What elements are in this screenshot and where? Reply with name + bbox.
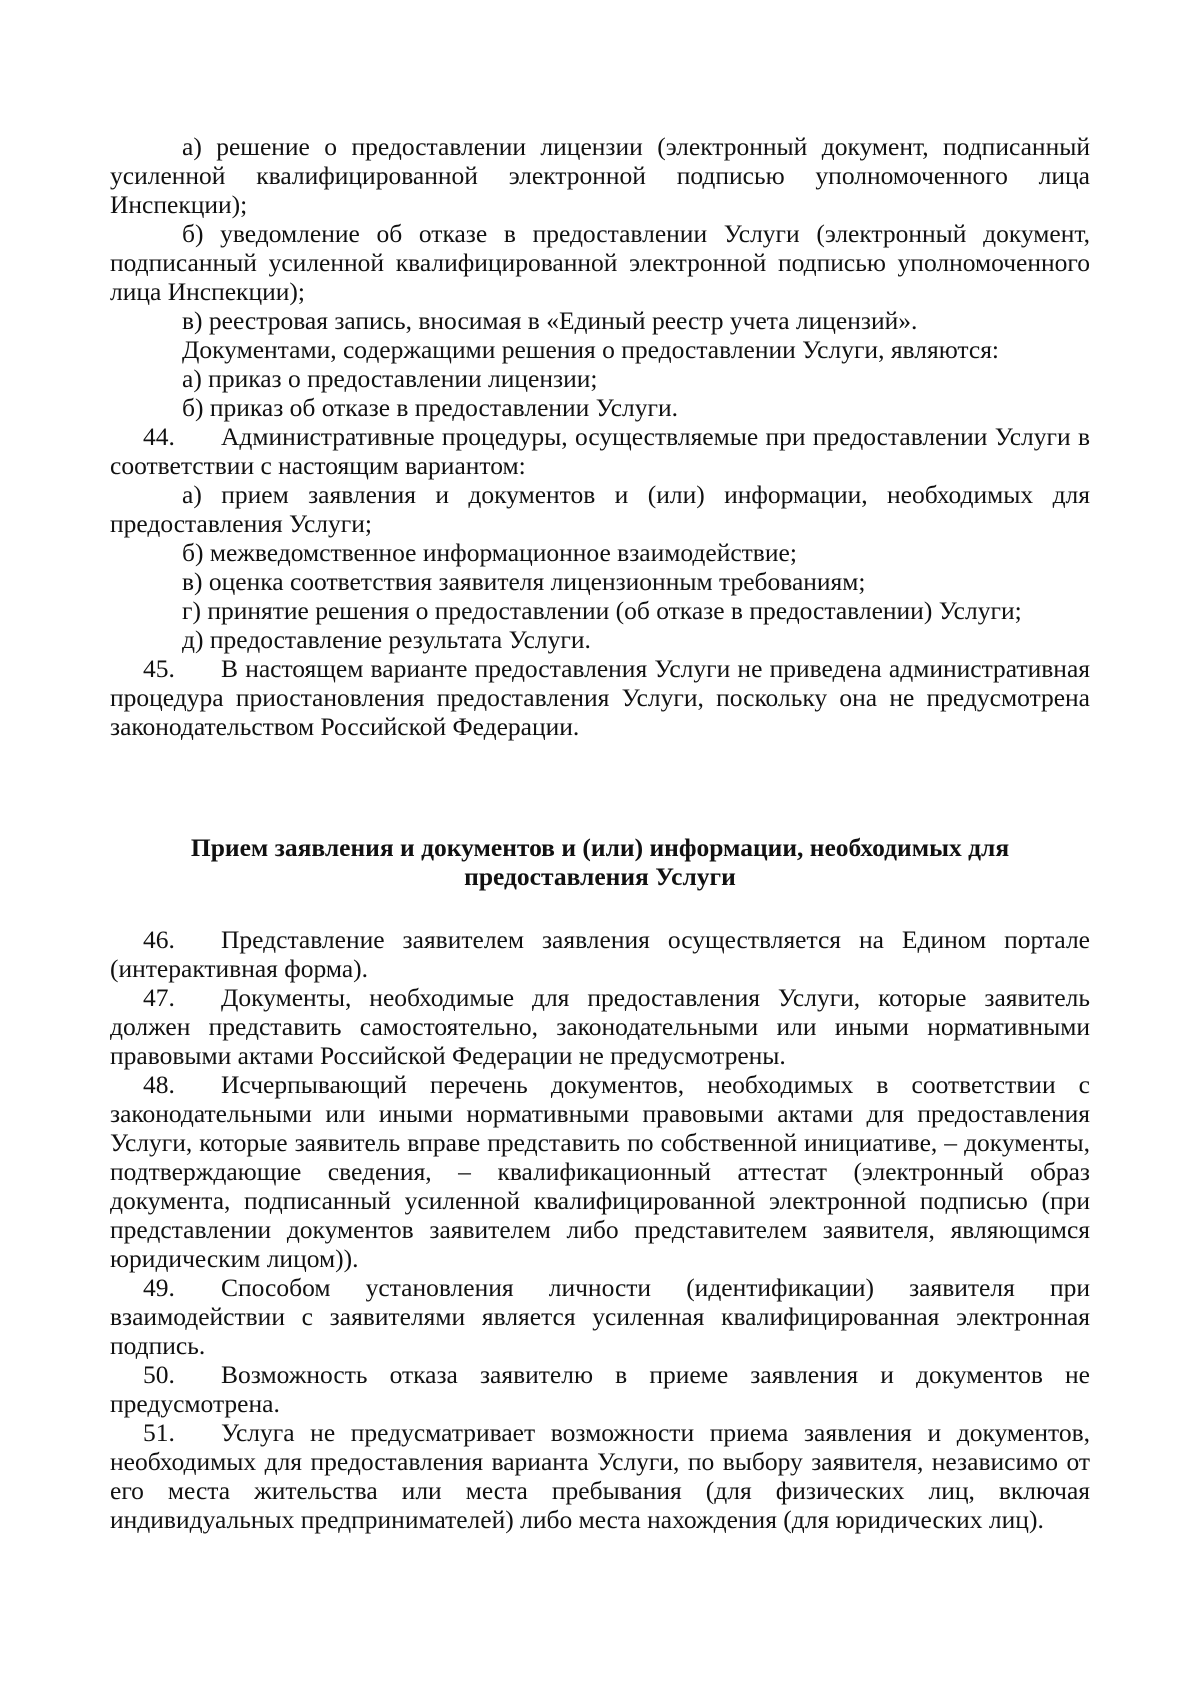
paragraph-procedure-e: д) предоставление результата Услуги. xyxy=(182,625,591,654)
paragraph-decision-docs: Документами, содержащими решения о предоставлении Услуги, являются: xyxy=(182,335,1000,364)
paragraph-number: 49. xyxy=(143,1273,175,1302)
paragraph-text: Административные процедуры, осуществляемые при предоставлении Услуги в соответствии с настоящим вариантом: xyxy=(110,422,1090,480)
paragraph-text: Представление заявителем заявления осуществляется на Едином портале (интерактивная форма). xyxy=(110,925,1090,983)
section-heading xyxy=(110,833,1090,891)
paragraph-51 xyxy=(110,1418,1090,1534)
paragraph-result-c: в) реестровая запись, вносимая в «Единый реестр учета лицензий». xyxy=(182,306,918,335)
paragraph-order-a: а) приказ о предоставлении лицензии; xyxy=(182,364,598,393)
paragraph-number: 45. xyxy=(143,654,175,683)
paragraph-47 xyxy=(110,983,1090,1070)
paragraph-50 xyxy=(110,1360,1090,1418)
paragraph-text: Документы, необходимые для предоставления Услуги, которые заявитель должен представить самостоятельно, законодательными или иными нормативными правовыми актами Российской Федерации не предусмотрены. xyxy=(110,983,1090,1070)
paragraph-text: Исчерпывающий перечень документов, необходимых в соответствии с законодательными или иными нормативными правовыми актами для предоставления Услуги, которые заявитель вправе представить по собственной инициативе, – документы, подтверждающие сведения, – квалификационный аттестат (электронный образ документа, подписанный усиленной квалифицированной электронной подписью (при представлении документов заявителем либо представителем заявителя, являющимся юридическим лицом)). xyxy=(110,1070,1090,1273)
paragraph-procedure-d: г) принятие решения о предоставлении (об отказе в предоставлении) Услуги; xyxy=(182,596,1022,625)
paragraph-44 xyxy=(110,422,1090,480)
paragraph-number: 47. xyxy=(143,983,175,1012)
paragraph-order-b: б) приказ об отказе в предоставлении Услуги. xyxy=(182,393,678,422)
spacer xyxy=(110,891,1090,925)
paragraph-46 xyxy=(110,925,1090,983)
paragraph-number: 48. xyxy=(143,1070,175,1099)
paragraph-text: Способом установления личности (идентификации) заявителя при взаимодействии с заявителями является усиленная квалифицированная электронная подпись. xyxy=(110,1273,1090,1360)
paragraph-result-b: б) уведомление об отказе в предоставлении Услуги (электронный документ, подписанный усиленной квалифицированной электронной подписью уполномоченного лица Инспекции); xyxy=(110,219,1090,306)
paragraph-number: 44. xyxy=(143,422,175,451)
spacer xyxy=(110,741,1090,833)
paragraph-48 xyxy=(110,1070,1090,1273)
paragraph-text: Услуга не предусматривает возможности приема заявления и документов, необходимых для предоставления варианта Услуги, по выбору заявителя, независимо от его места жительства или места пребывания (для физических лиц, включая индивидуальных предпринимателей) либо места нахождения (для юридических лиц). xyxy=(110,1418,1090,1534)
paragraph-number: 50. xyxy=(143,1360,175,1389)
paragraph-text: Возможность отказа заявителю в приеме заявления и документов не предусмотрена. xyxy=(110,1360,1090,1418)
paragraph-45 xyxy=(110,654,1090,741)
paragraph-procedure-b: б) межведомственное информационное взаимодействие; xyxy=(182,538,797,567)
paragraph-procedure-a: а) прием заявления и документов и (или) информации, необходимых для предоставления Услуги; xyxy=(110,480,1090,538)
paragraph-result-a: а) решение о предоставлении лицензии (электронный документ, подписанный усиленной квалифицированной электронной подписью уполномоченного лица Инспекции); xyxy=(110,132,1090,219)
paragraph-49 xyxy=(110,1273,1090,1360)
paragraph-procedure-c: в) оценка соответствия заявителя лицензионным требованиям; xyxy=(182,567,866,596)
paragraph-text: В настоящем варианте предоставления Услуги не приведена административная процедура приостановления предоставления Услуги, поскольку она не предусмотрена законодательством Российской Федерации. xyxy=(110,654,1090,741)
section-heading-line-2: предоставления Услуги xyxy=(464,862,736,891)
section-heading-line-1: Прием заявления и документов и (или) информации, необходимых для xyxy=(190,833,1010,862)
paragraph-number: 46. xyxy=(143,925,175,954)
paragraph-number: 51. xyxy=(143,1418,175,1447)
